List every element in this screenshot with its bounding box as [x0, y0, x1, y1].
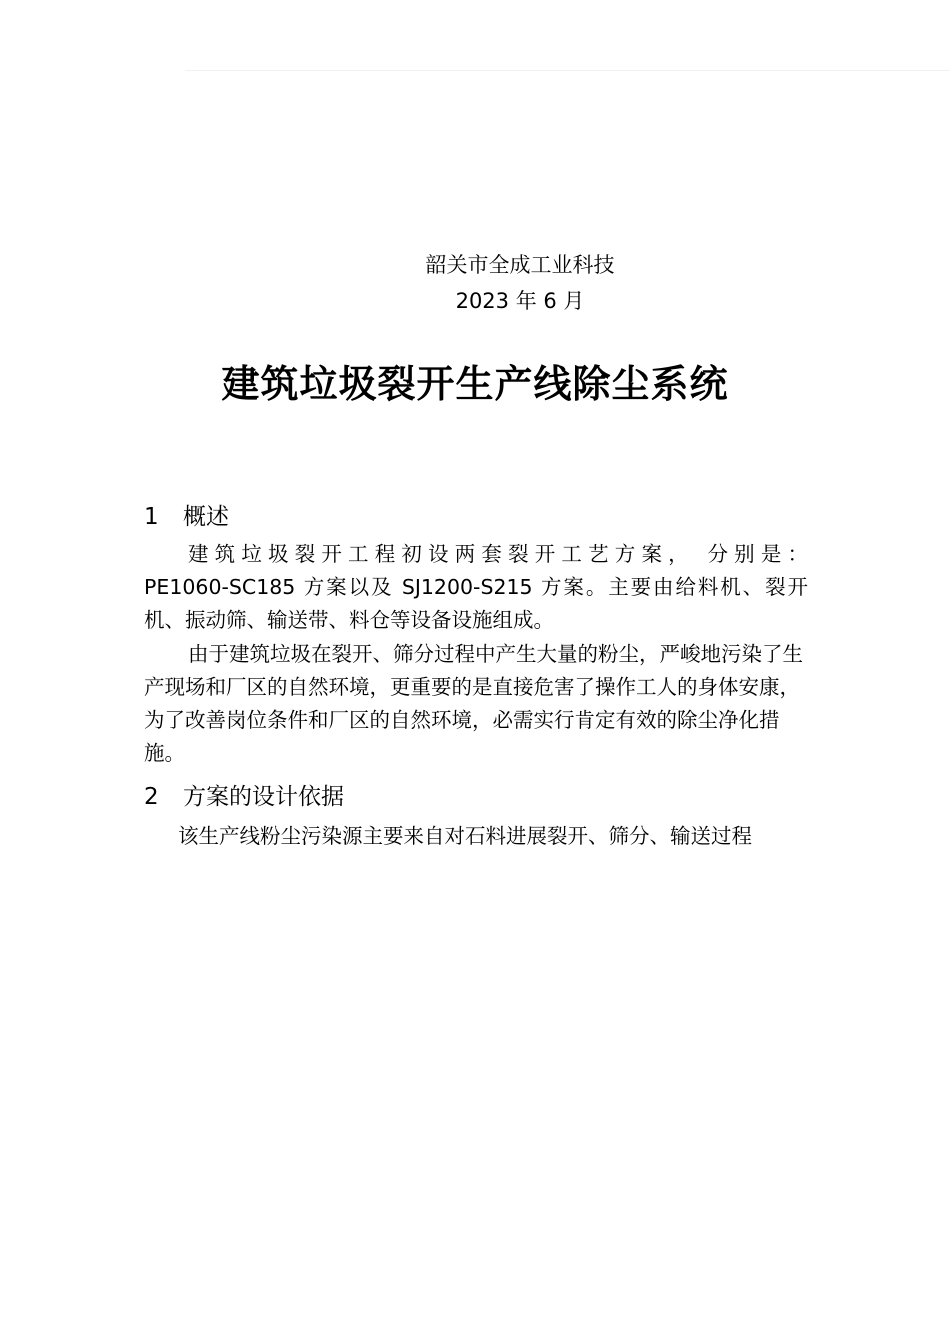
paragraph-overview-2: 由于建筑垃圾在裂开、筛分过程中产生大量的粉尘，严峻地污染了生产现场和厂区的自然环境，更重要的是直接危害了操作工人的身体安康，为了改善岗位条件和厂区的自然环境，必需实行肯定有效的除尘净化措施。 — [144, 642, 803, 765]
section-number: 1 — [144, 504, 159, 530]
header-rule — [185, 70, 950, 71]
paragraph-overview-1 — [144, 538, 808, 637]
paragraph-design-basis-1: 该生产线粉尘污染源主要来自对石料进展裂开、筛分、输送过程 — [178, 824, 752, 848]
document-date: 2023 年 6 月 — [455, 289, 585, 313]
organization-name: 韶关市全成工业科技 — [425, 253, 615, 277]
section-heading-text: 方案的设计依据 — [183, 784, 344, 810]
section-heading-design-basis — [144, 781, 344, 813]
section-number: 2 — [144, 784, 159, 810]
paragraph-first-line: 建筑垃圾裂开工程初设两套裂开工艺方案， 分别是： — [188, 542, 808, 566]
section-heading-overview — [144, 501, 229, 533]
paragraph-continuation: PE1060-SC185 方案以及 SJ1200-S215 方案。主要由给料机、裂开机、振动筛、输送带、料仓等设备设施组成。 — [144, 575, 808, 632]
document-title: 建筑垃圾裂开生产线除尘系统 — [221, 362, 729, 406]
section-heading-text: 概述 — [183, 504, 229, 530]
